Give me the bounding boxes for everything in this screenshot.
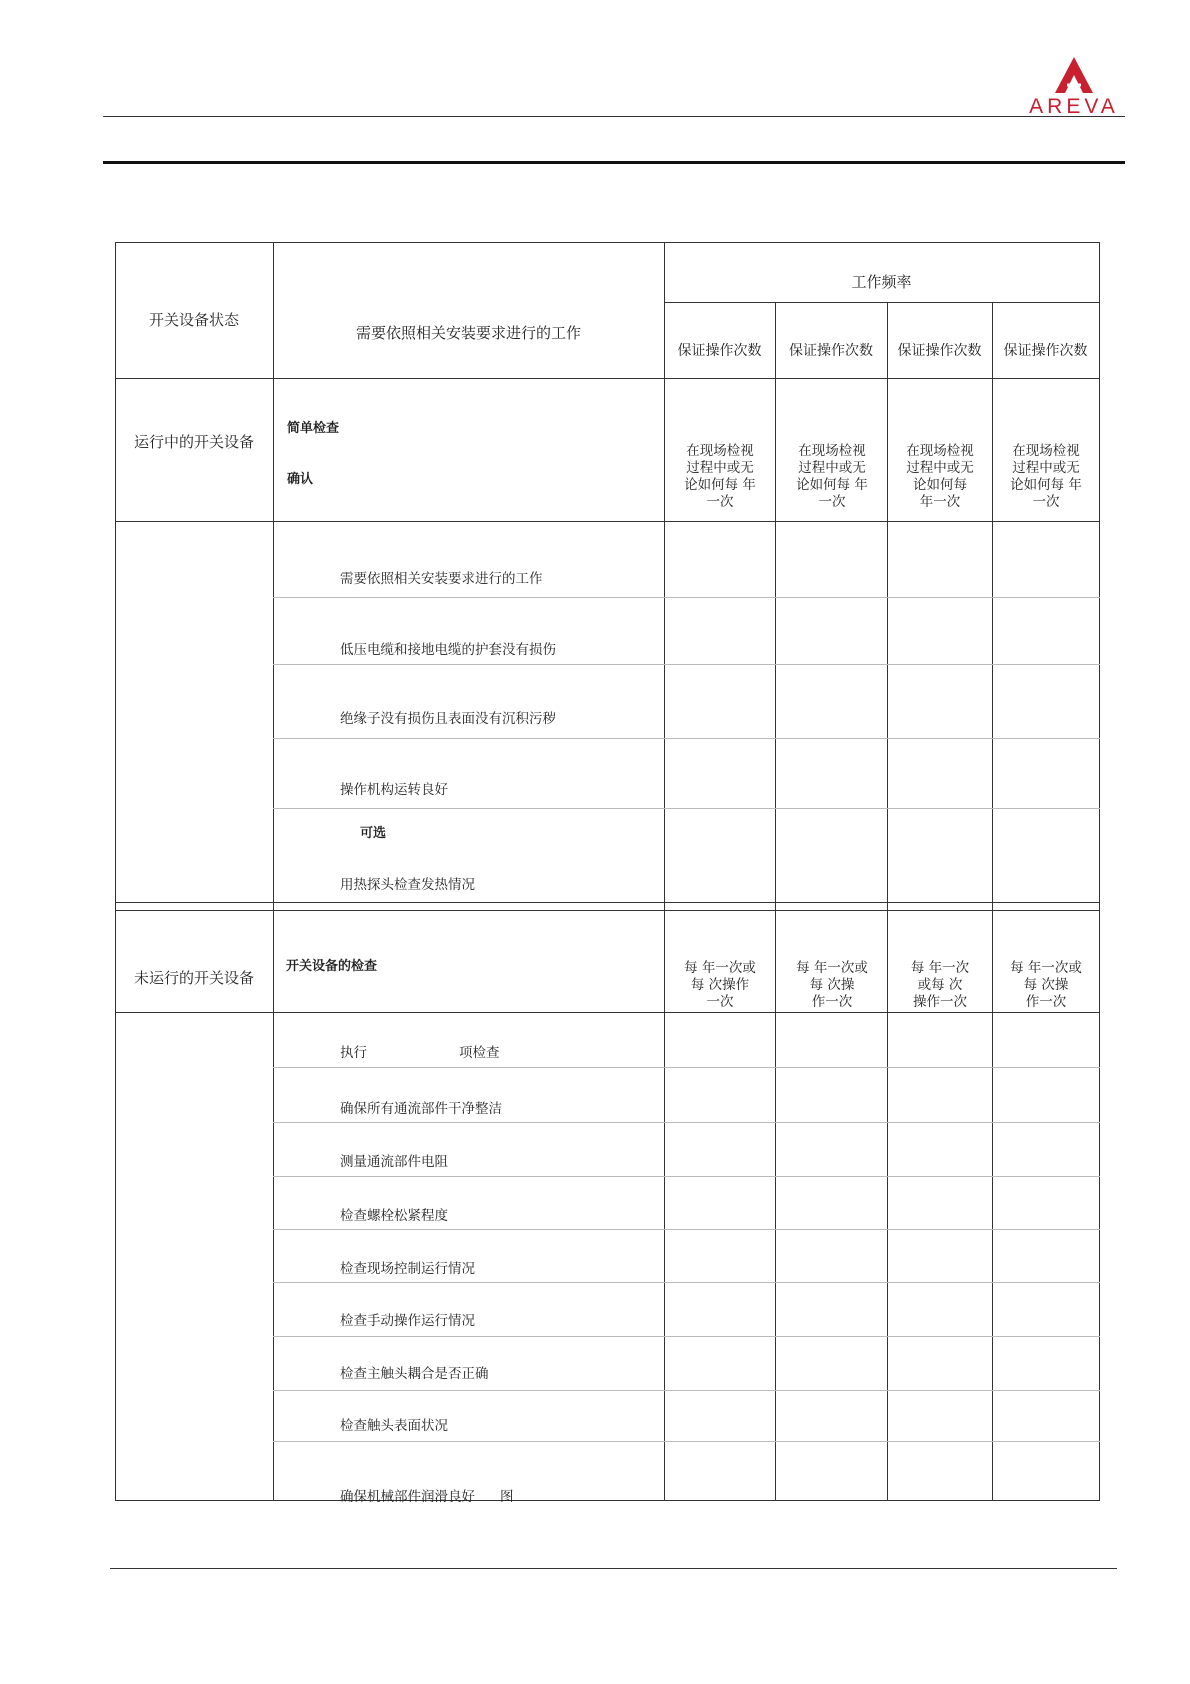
table-row: 需要依照相关安装要求进行的工作 bbox=[340, 571, 543, 587]
exec-label: 执行 bbox=[340, 1045, 367, 1061]
header-work: 需要依照相关安装要求进行的工作 bbox=[355, 324, 581, 342]
section2-freq-1: 每 年一次或 每 次操作 一次 bbox=[684, 960, 756, 1010]
table-row: 确保所有通流部件干净整洁 bbox=[340, 1101, 502, 1117]
header-frequency: 工作频率 bbox=[851, 273, 912, 291]
section-double-rule bbox=[115, 910, 1100, 911]
table-row: 确保机械部件润滑良好 bbox=[340, 1489, 475, 1505]
header-bottom-rule bbox=[115, 378, 1100, 379]
row-rule bbox=[273, 1282, 1100, 1283]
group-header-rule bbox=[664, 302, 1100, 303]
table-row: 检查螺栓松紧程度 bbox=[340, 1208, 448, 1224]
header-sub-3: 保证操作次数 bbox=[897, 343, 982, 359]
section-double-rule bbox=[115, 902, 1100, 903]
col-divider bbox=[775, 302, 776, 1500]
footer-rule bbox=[110, 1568, 1117, 1569]
header-sub-4: 保证操作次数 bbox=[1003, 343, 1088, 359]
table-row: 低压电缆和接地电缆的护套没有损伤 bbox=[340, 642, 556, 658]
logo-wordmark: AREVA bbox=[1029, 95, 1119, 118]
row-rule bbox=[273, 597, 1100, 598]
section2-freq-3: 每 年一次 或每 次 操作一次 bbox=[910, 960, 970, 1010]
row-rule bbox=[273, 1390, 1100, 1391]
row-rule bbox=[273, 1336, 1100, 1337]
row-rule bbox=[273, 1122, 1100, 1123]
header-sub-2: 保证操作次数 bbox=[789, 343, 873, 359]
figure-ref: 图 bbox=[500, 1489, 514, 1505]
col-divider bbox=[664, 242, 665, 1500]
section2-freq-4: 每 年一次或 每 次操 作一次 bbox=[1010, 960, 1082, 1010]
optional-label: 可选 bbox=[360, 826, 387, 841]
header-sub-1: 保证操作次数 bbox=[677, 343, 762, 359]
table-border-right bbox=[1099, 242, 1100, 1500]
section2-state: 未运行的开关设备 bbox=[133, 969, 254, 987]
section1-freq-3: 在现场检视 过程中或无 论如何每 年一次 bbox=[906, 443, 974, 510]
exec-items-label: 项检查 bbox=[459, 1045, 500, 1061]
table-border-bottom bbox=[115, 1500, 1100, 1501]
areva-a-icon bbox=[1053, 55, 1095, 95]
row-rule bbox=[273, 664, 1100, 665]
section1-freq-4: 在现场检视 过程中或无 论如何每 年 一次 bbox=[1010, 443, 1082, 510]
row-rule bbox=[273, 1067, 1100, 1068]
col-divider bbox=[273, 242, 274, 1500]
header-rule-thick bbox=[103, 161, 1125, 164]
table-row: 绝缘子没有损伤且表面没有沉积污秽 bbox=[340, 711, 556, 727]
table-row: 用热探头检查发热情况 bbox=[340, 877, 475, 893]
section2-freq-2: 每 年一次或 每 次操 作一次 bbox=[796, 960, 868, 1010]
table-row: 检查主触头耦合是否正确 bbox=[340, 1366, 489, 1382]
col-divider bbox=[992, 302, 993, 1500]
row-rule bbox=[273, 1176, 1100, 1177]
table-border-top bbox=[115, 242, 1100, 243]
header-state: 开关设备状态 bbox=[148, 311, 239, 329]
section1-work-simple-check: 简单检查 bbox=[287, 421, 340, 436]
section1-head-rule bbox=[115, 521, 1100, 522]
table-row: 检查现场控制运行情况 bbox=[340, 1261, 475, 1277]
section1-state: 运行中的开关设备 bbox=[133, 433, 254, 451]
row-rule bbox=[273, 1229, 1100, 1230]
table-row: 检查手动操作运行情况 bbox=[340, 1313, 475, 1329]
section2-work-check: 开关设备的检查 bbox=[286, 959, 378, 974]
header-rule bbox=[103, 116, 1125, 117]
row-rule bbox=[273, 808, 1100, 809]
table-row: 测量通流部件电阻 bbox=[340, 1154, 448, 1170]
section2-head-rule bbox=[115, 1012, 1100, 1013]
section1-freq-2: 在现场检视 过程中或无 论如何每 年 一次 bbox=[796, 443, 868, 510]
row-rule bbox=[273, 1441, 1100, 1442]
areva-logo bbox=[1015, 53, 1133, 121]
table-row: 操作机构运转良好 bbox=[340, 782, 448, 798]
section1-freq-1: 在现场检视 过程中或无 论如何每 年 一次 bbox=[684, 443, 756, 510]
table-row: 检查触头表面状况 bbox=[340, 1418, 448, 1434]
row-rule bbox=[273, 738, 1100, 739]
col-divider bbox=[887, 302, 888, 1500]
section1-work-confirm: 确认 bbox=[287, 472, 314, 487]
table-border-left bbox=[115, 242, 116, 1500]
